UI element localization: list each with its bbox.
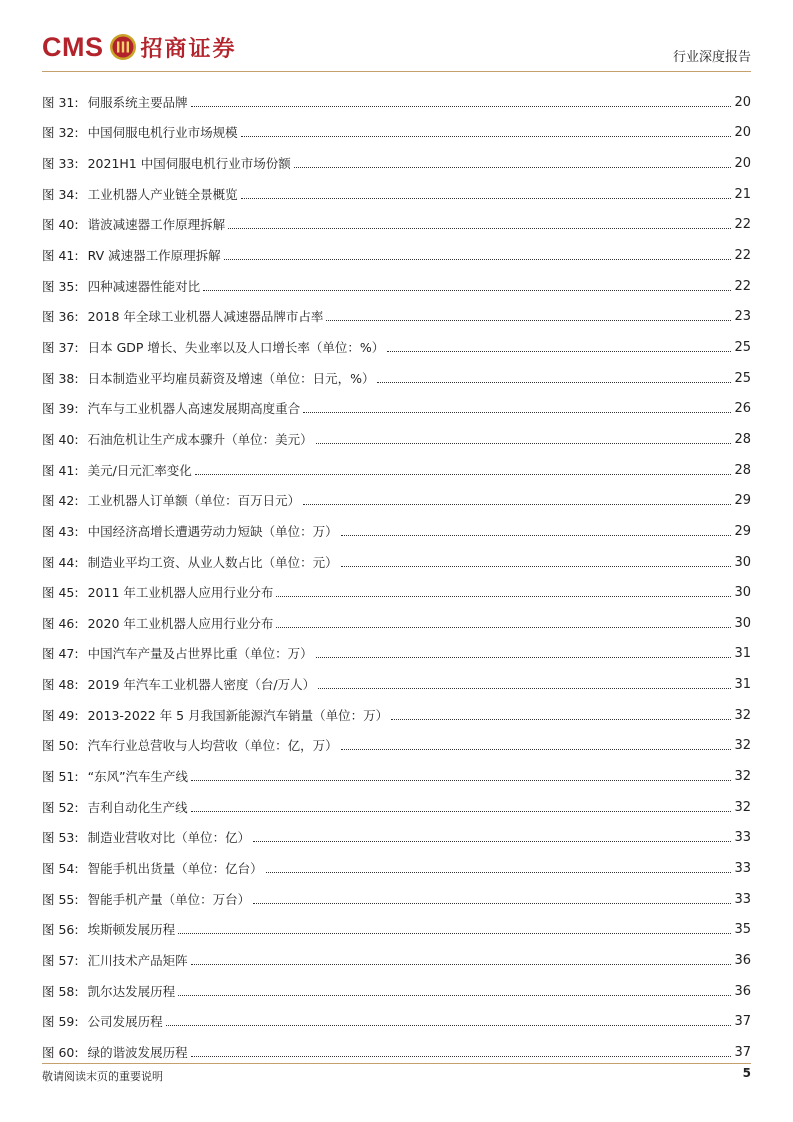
toc-dot-leader [276, 627, 731, 628]
toc-figure-label: 图 33: [42, 155, 79, 171]
toc-page-number: 29 [734, 493, 751, 509]
toc-entry[interactable] [42, 387, 751, 418]
toc-figure-label: 图 60: [42, 1045, 79, 1060]
toc-figure-label: 图 43: [42, 523, 79, 539]
toc-entry[interactable] [42, 448, 751, 479]
toc-figure-title: “东风”汽车生产线 [87, 769, 189, 785]
toc-figure-title: RV 减速器工作原理拆解 [87, 247, 221, 263]
toc-figure-label: 图 31: [42, 94, 79, 110]
toc-figure-title: 2018 年全球工业机器人减速器品牌市占率 [87, 309, 324, 325]
toc-figure-title: 石油危机让生产成本骤升（单位：美元） [87, 431, 313, 447]
toc-page-number: 32 [734, 707, 751, 723]
toc-figure-title: 2021H1 中国伺服电机行业市场份额 [87, 155, 291, 171]
toc-figure-title: 四种减速器性能对比 [87, 278, 201, 294]
toc-dot-leader [303, 504, 731, 505]
toc-figure-title: 吉利自动化生产线 [87, 799, 188, 815]
toc-dot-leader [191, 1056, 732, 1057]
toc-page-number: 37 [734, 1014, 751, 1030]
toc-page-number: 25 [734, 370, 751, 386]
toc-dot-leader [276, 596, 731, 597]
toc-figure-label: 图 52: [42, 799, 79, 815]
toc-page-number: 29 [734, 523, 751, 539]
toc-page-number: 20 [734, 125, 751, 141]
toc-dot-leader [303, 412, 731, 413]
toc-entry[interactable] [42, 80, 751, 111]
toc-figure-title: 埃斯顿发展历程 [87, 922, 176, 938]
toc-page-number: 32 [734, 738, 751, 754]
toc-figure-label: 图 45: [42, 585, 79, 601]
toc-entry[interactable] [42, 1030, 751, 1061]
toc-page-number: 22 [734, 217, 751, 233]
toc-figure-title: 汇川技术产品矩阵 [87, 953, 188, 969]
toc-entry[interactable] [42, 938, 751, 969]
toc-figure-title: 日本制造业平均雇员薪资及增速（单位：日元，%） [87, 370, 375, 386]
toc-page-number: 33 [734, 861, 751, 877]
toc-dot-leader [341, 535, 732, 536]
toc-page-number: 31 [734, 646, 751, 662]
toc-dot-leader [294, 167, 732, 168]
toc-figure-label: 图 41: [42, 462, 79, 478]
toc-entry[interactable] [42, 417, 751, 448]
toc-page-number: 20 [734, 94, 751, 110]
toc-entry[interactable] [42, 846, 751, 877]
toc-page-number: 30 [734, 615, 751, 631]
toc-entry[interactable] [42, 785, 751, 816]
toc-dot-leader [316, 443, 732, 444]
toc-figure-title: 制造业平均工资、从业人数占比（单位：元） [87, 554, 338, 570]
toc-page-number: 36 [734, 953, 751, 969]
toc-entry[interactable] [42, 295, 751, 326]
toc-entry[interactable] [42, 724, 751, 755]
page-number: 5 [742, 1066, 751, 1080]
toc-figure-title: 汽车与工业机器人高速发展期高度重合 [87, 401, 301, 417]
toc-dot-leader [253, 903, 731, 904]
toc-entry[interactable] [42, 571, 751, 602]
toc-entry[interactable] [42, 264, 751, 295]
toc-figure-title: 绿的谐波发展历程 [87, 1045, 188, 1060]
company-logo [42, 30, 237, 64]
toc-figure-title: 2020 年工业机器人应用行业分布 [87, 615, 274, 631]
toc-entry[interactable] [42, 1000, 751, 1031]
toc-figure-title: 汽车行业总营收与人均营收（单位：亿，万） [87, 738, 338, 754]
toc-entry[interactable] [42, 356, 751, 387]
toc-figure-title: 美元/日元汇率变化 [87, 462, 192, 478]
toc-figure-title: 中国经济高增长遭遇劳动力短缺（单位：万） [87, 523, 338, 539]
toc-dot-leader [316, 657, 732, 658]
toc-figure-label: 图 57: [42, 953, 79, 969]
toc-entry[interactable] [42, 141, 751, 172]
toc-page-number: 37 [734, 1045, 751, 1060]
toc-page-number: 26 [734, 401, 751, 417]
toc-figure-label: 图 35: [42, 278, 79, 294]
toc-figure-label: 图 38: [42, 370, 79, 386]
toc-dot-leader [326, 320, 731, 321]
toc-figure-label: 图 36: [42, 309, 79, 325]
toc-page-number: 28 [734, 462, 751, 478]
toc-page-number: 32 [734, 799, 751, 815]
toc-figure-label: 图 59: [42, 1014, 79, 1030]
toc-figure-label: 图 46: [42, 615, 79, 631]
toc-figure-label: 图 51: [42, 769, 79, 785]
toc-entry[interactable] [42, 816, 751, 847]
toc-figure-label: 图 50: [42, 738, 79, 754]
toc-figure-title: 中国伺服电机行业市场规模 [87, 125, 238, 141]
toc-entry[interactable] [42, 601, 751, 632]
footer-divider [42, 1063, 751, 1064]
toc-figure-label: 图 34: [42, 186, 79, 202]
footer-notice: 敬请阅读末页的重要说明 [42, 1070, 163, 1083]
toc-figure-title: 智能手机出货量（单位：亿台） [87, 861, 263, 877]
toc-entry[interactable] [42, 172, 751, 203]
toc-figure-label: 图 40: [42, 217, 79, 233]
toc-page-number: 33 [734, 891, 751, 907]
toc-dot-leader [318, 688, 731, 689]
toc-dot-leader [191, 780, 731, 781]
toc-figure-label: 图 49: [42, 707, 79, 723]
toc-dot-leader [166, 1025, 732, 1026]
toc-page-number: 30 [734, 585, 751, 601]
toc-figure-title: 制造业营收对比（单位：亿） [87, 830, 251, 846]
toc-figure-title: 中国汽车产量及占世界比重（单位：万） [87, 646, 313, 662]
toc-entry[interactable] [42, 908, 751, 939]
toc-entry[interactable] [42, 540, 751, 571]
toc-figure-title: 伺服系统主要品牌 [87, 94, 188, 110]
toc-figure-label: 图 54: [42, 861, 79, 877]
toc-dot-leader [241, 198, 732, 199]
toc-page-number: 22 [734, 278, 751, 294]
toc-entry[interactable] [42, 325, 751, 356]
toc-figure-title: 日本 GDP 增长、失业率以及人口增长率（单位：%） [87, 339, 385, 355]
toc-dot-leader [203, 290, 731, 291]
logo-emblem-icon [109, 33, 137, 61]
toc-figure-label: 图 41: [42, 247, 79, 263]
toc-page-number: 32 [734, 769, 751, 785]
toc-dot-leader [224, 259, 732, 260]
toc-figure-label: 图 40: [42, 431, 79, 447]
toc-figure-label: 图 32: [42, 125, 79, 141]
toc-dot-leader [228, 228, 731, 229]
toc-entry[interactable] [42, 754, 751, 785]
report-type-label: 行业深度报告 [672, 50, 751, 65]
toc-figure-title: 工业机器人产业链全景概览 [87, 186, 238, 202]
toc-page-number: 33 [734, 830, 751, 846]
toc-page-number: 30 [734, 554, 751, 570]
logo-latin-text: CMS [42, 31, 104, 62]
toc-figure-label: 图 39: [42, 401, 79, 417]
toc-dot-leader [341, 566, 732, 567]
toc-page-number: 22 [734, 247, 751, 263]
toc-figure-title: 公司发展历程 [87, 1014, 163, 1030]
toc-page-number: 35 [734, 922, 751, 938]
toc-page-number: 23 [734, 309, 751, 325]
toc-page-number: 36 [734, 983, 751, 999]
toc-figure-label: 图 56: [42, 922, 79, 938]
toc-page-number: 28 [734, 431, 751, 447]
page-header [0, 0, 793, 80]
toc-entry[interactable] [42, 111, 751, 142]
toc-figure-title: 2019 年汽车工业机器人密度（台/万人） [87, 677, 316, 693]
toc-page-number: 20 [734, 155, 751, 171]
toc-entry[interactable] [42, 662, 751, 693]
toc-dot-leader [391, 719, 731, 720]
toc-page-number: 31 [734, 677, 751, 693]
toc-figure-title: 谐波减速器工作原理拆解 [87, 217, 226, 233]
toc-dot-leader [195, 474, 732, 475]
toc-dot-leader [377, 382, 731, 383]
toc-figure-label: 图 58: [42, 983, 79, 999]
toc-figure-title: 2013-2022 年 5 月我国新能源汽车销量（单位：万） [87, 707, 389, 723]
toc-figure-label: 图 47: [42, 646, 79, 662]
toc-figure-label: 图 42: [42, 493, 79, 509]
toc-entry[interactable] [42, 632, 751, 663]
toc-figure-label: 图 55: [42, 891, 79, 907]
toc-entry[interactable] [42, 479, 751, 510]
toc-entry[interactable] [42, 877, 751, 908]
toc-dot-leader [178, 933, 731, 934]
toc-figure-label: 图 48: [42, 677, 79, 693]
toc-dot-leader [341, 749, 732, 750]
toc-figure-title: 工业机器人订单额（单位：百万日元） [87, 493, 301, 509]
toc-figure-label: 图 37: [42, 339, 79, 355]
toc-dot-leader [253, 841, 731, 842]
toc-dot-leader [178, 995, 731, 996]
toc-figure-label: 图 44: [42, 554, 79, 570]
toc-dot-leader [191, 964, 732, 965]
header-divider [42, 71, 751, 72]
toc-entry[interactable] [42, 969, 751, 1000]
toc-figure-title: 凯尔达发展历程 [87, 983, 176, 999]
logo-chinese-text: 招商证券 [140, 36, 237, 62]
toc-figure-title: 智能手机产量（单位：万台） [87, 891, 251, 907]
toc-dot-leader [387, 351, 731, 352]
toc-entry[interactable] [42, 203, 751, 234]
toc-entry[interactable] [42, 233, 751, 264]
figure-list-of-contents [42, 80, 751, 1061]
toc-dot-leader [266, 872, 732, 873]
toc-page-number: 21 [734, 186, 751, 202]
toc-page-number: 25 [734, 339, 751, 355]
toc-entry[interactable] [42, 509, 751, 540]
toc-entry[interactable] [42, 693, 751, 724]
toc-dot-leader [191, 106, 732, 107]
toc-figure-label: 图 53: [42, 830, 79, 846]
toc-figure-title: 2011 年工业机器人应用行业分布 [87, 585, 274, 601]
toc-dot-leader [191, 811, 732, 812]
toc-dot-leader [241, 136, 732, 137]
